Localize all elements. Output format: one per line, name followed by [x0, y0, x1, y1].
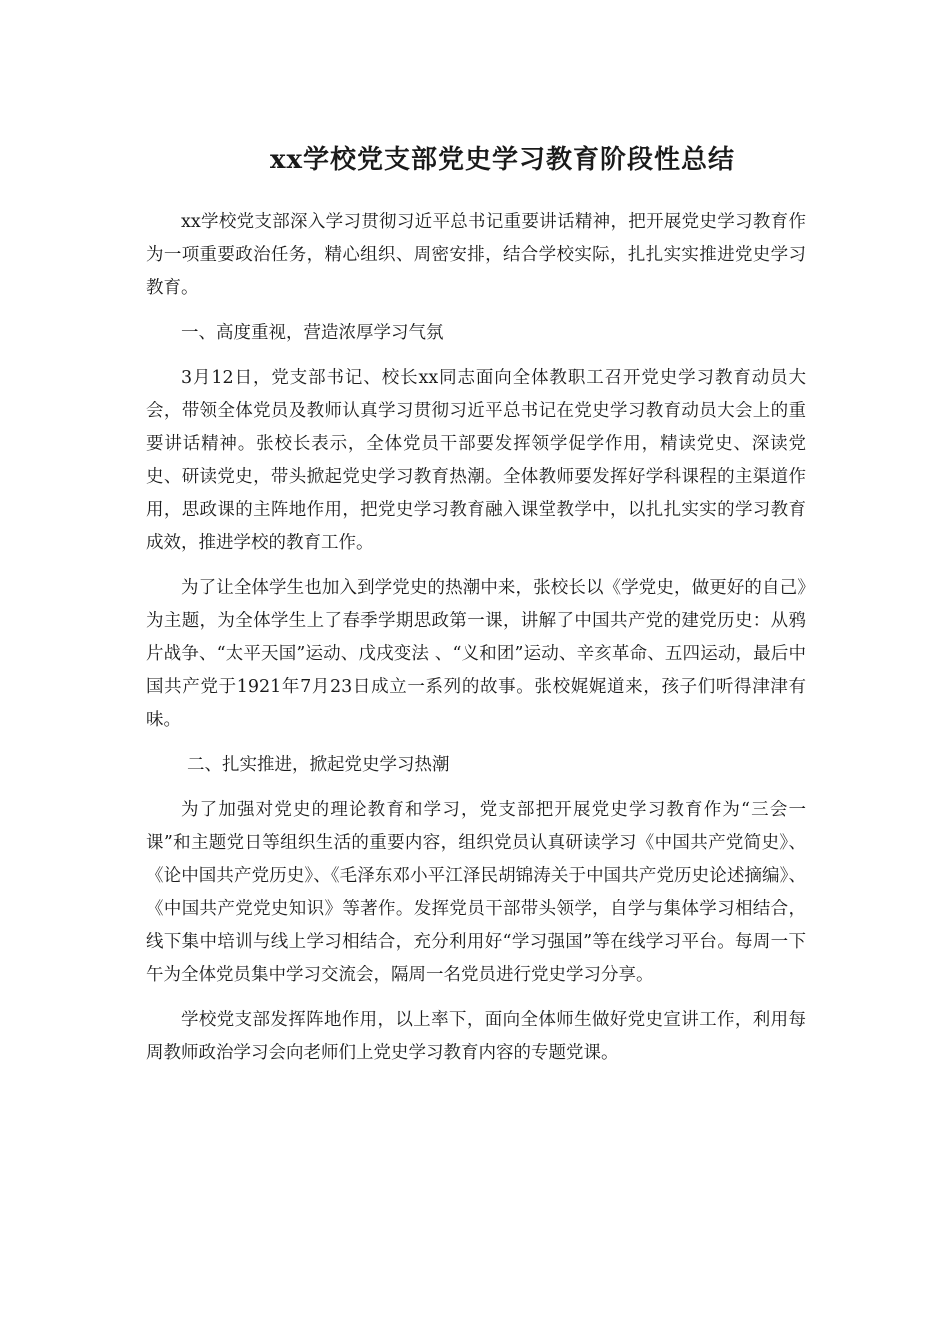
document-body [146, 206, 806, 1082]
intro-paragraph: xx学校党支部深入学习贯彻习近平总书记重要讲话精神，把开展党史学习教育作为一项重要政治任务，精心组织、周密安排，结合学校实际，扎扎实实推进党史学习教育。 [146, 212, 806, 298]
body-paragraph: 为了加强对党史的理论教育和学习，党支部把开展党史学习教育作为“三会一课”和主题党日等组织生活的重要内容，组织党员认真研读学习《中国共产党简史》、《论中国共产党历史》、《毛泽东邓小平江泽民胡锦涛关于中国共产党历史论述摘编》、《中国共产党党史知识》等著作。发挥党员干部带头领学，自学与集体学习相结合，线下集中培训与线上学习相结合，充分利用好“学习强国”等在线学习平台。每周一下午为全体党员集中学习交流会，隔周一名党员进行党史学习分享。 [146, 800, 806, 985]
body-paragraph: 学校党支部发挥阵地作用，以上率下，面向全体师生做好党史宣讲工作，利用每周教师政治学习会向老师们上党史学习教育内容的专题党课。 [146, 1010, 806, 1063]
body-paragraph: 3月12日，党支部书记、校长xx同志面向全体教职工召开党史学习教育动员大会，带领全体党员及教师认真学习贯彻习近平总书记在党史学习教育动员大会上的重要讲话精神。张校长表示，全体党员干部要发挥领学促学作用，精读党史、深读党史、研读党史，带头掀起党史学习教育热潮。全体教师要发挥好学科课程的主渠道作用，思政课的主阵地作用，把党史学习教育融入课堂教学中，以扎扎实实的学习教育成效，推进学校的教育工作。 [146, 368, 806, 553]
section-heading-1: 一、高度重视，营造浓厚学习气氛 [181, 323, 444, 343]
body-paragraph: 为了让全体学生也加入到学党史的热潮中来，张校长以《学党史，做更好的自己》为主题，为全体学生上了春季学期思政第一课，讲解了中国共产党的建党历史：从鸦片战争、“太平天国”运动、戊戌变法 、“义和团”运动、辛亥革命、五四运动，最后中国共产党于1921年7月23日成立一系列的故事。张校娓娓道来，孩子们听得津津有味。 [146, 578, 806, 730]
document-title: xx学校党支部党史学习教育阶段性总结 [269, 145, 735, 175]
section-heading-2: 二、扎实推进，掀起党史学习热潮 [187, 755, 450, 775]
